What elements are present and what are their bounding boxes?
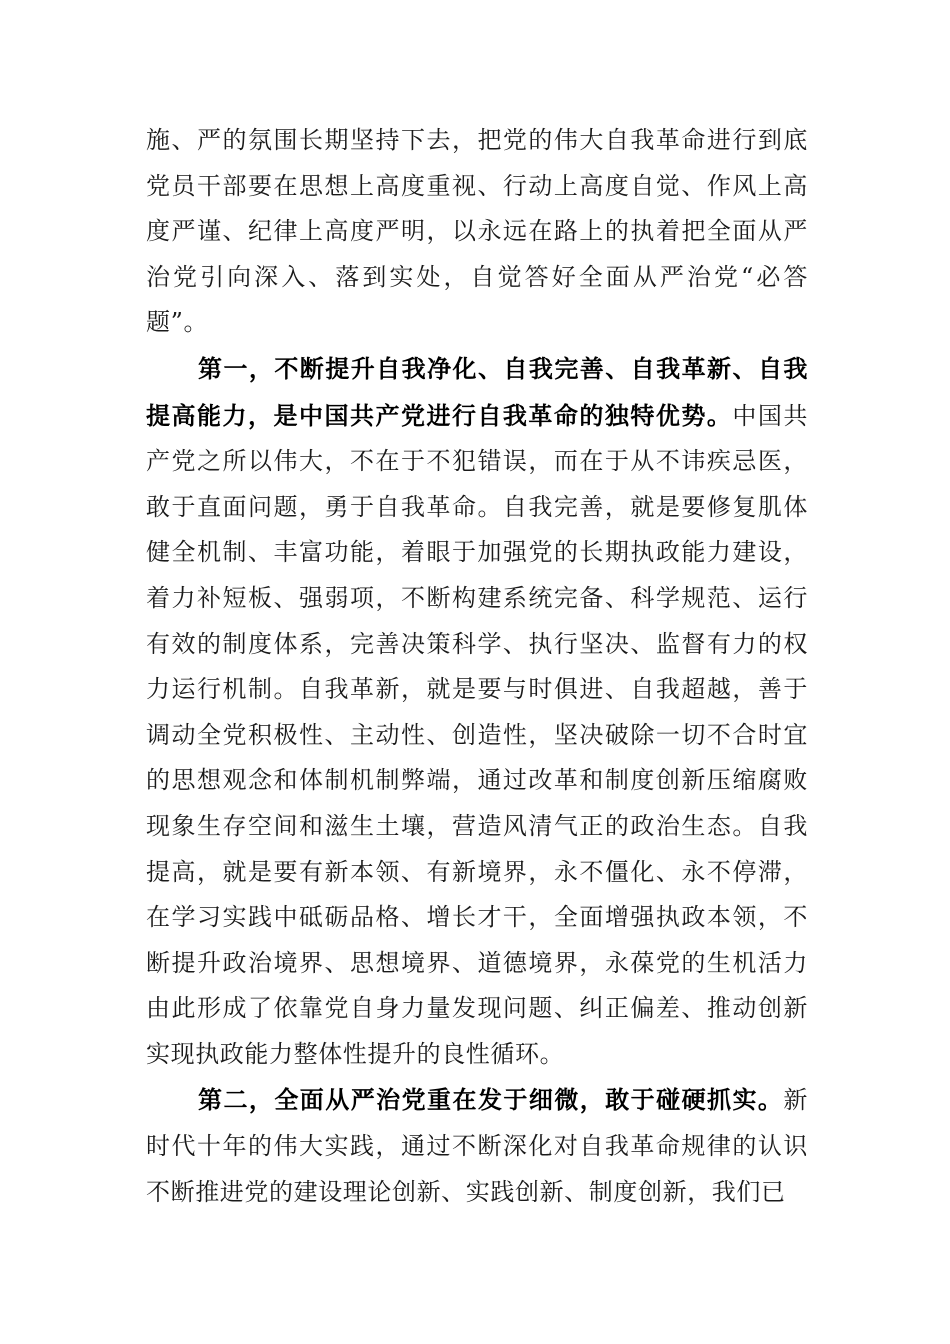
paragraph-text: 新时代十年的伟大实践，通过不断深化对自我革命规律的认识不断推进党的建设理论创新、实践创新、制度创新，我们已	[146, 1086, 808, 1206]
paragraph-second-point	[146, 1077, 808, 1215]
paragraph-continuation	[146, 118, 808, 346]
paragraph-heading: 第一，不断提升自我净化、自我完善、自我革新、自我提高能力，是中国共产党进行自我革命的独特优势。	[146, 353, 808, 430]
body-text	[146, 118, 808, 1215]
paragraph-text: 施、严的氛围长期坚持下去，把党的伟大自我革命进行到底党员干部要在思想上高度重视、行动上高度自觉、作风上高度严谨、纪律上高度严明，以永远在路上的执着把全面从严治党引向深入、落到实处，自觉答好全面从严治党“必答题”。	[146, 126, 808, 337]
paragraph-first-point	[146, 346, 808, 1078]
paragraph-heading: 第二，全面从严治党重在发于细微，敢于碰硬抓实。	[198, 1085, 784, 1115]
paragraph-text: 中国共产党之所以伟大，不在于不犯错误，而在于从不讳疾忌医，敢于直面问题，勇于自我革命。自我完善，就是要修复肌体健全机制、丰富功能，着眼于加强党的长期执政能力建设，着力补短板、强弱项，不断构建系统完备、科学规范、运行有效的制度体系，完善决策科学、执行坚决、监督有力的权力运行机制。自我革新，就是要与时俱进、自我超越，善于调动全党积极性、主动性、创造性，坚决破除一切不合时宜的思想观念和体制机制弊端，通过改革和制度创新压缩腐败现象生存空间和滋生土壤，营造风清气正的政治生态。自我提高，就是要有新本领、有新境界，永不僵化、永不停滞，在学习实践中砥砺品格、增长才干，全面增强执政本领，不断提升政治境界、思想境界、道德境界，永葆党的生机活力由此形成了依靠党自身力量发现问题、纠正偏差、推动创新实现执政能力整体性提升的良性循环。	[146, 401, 808, 1068]
